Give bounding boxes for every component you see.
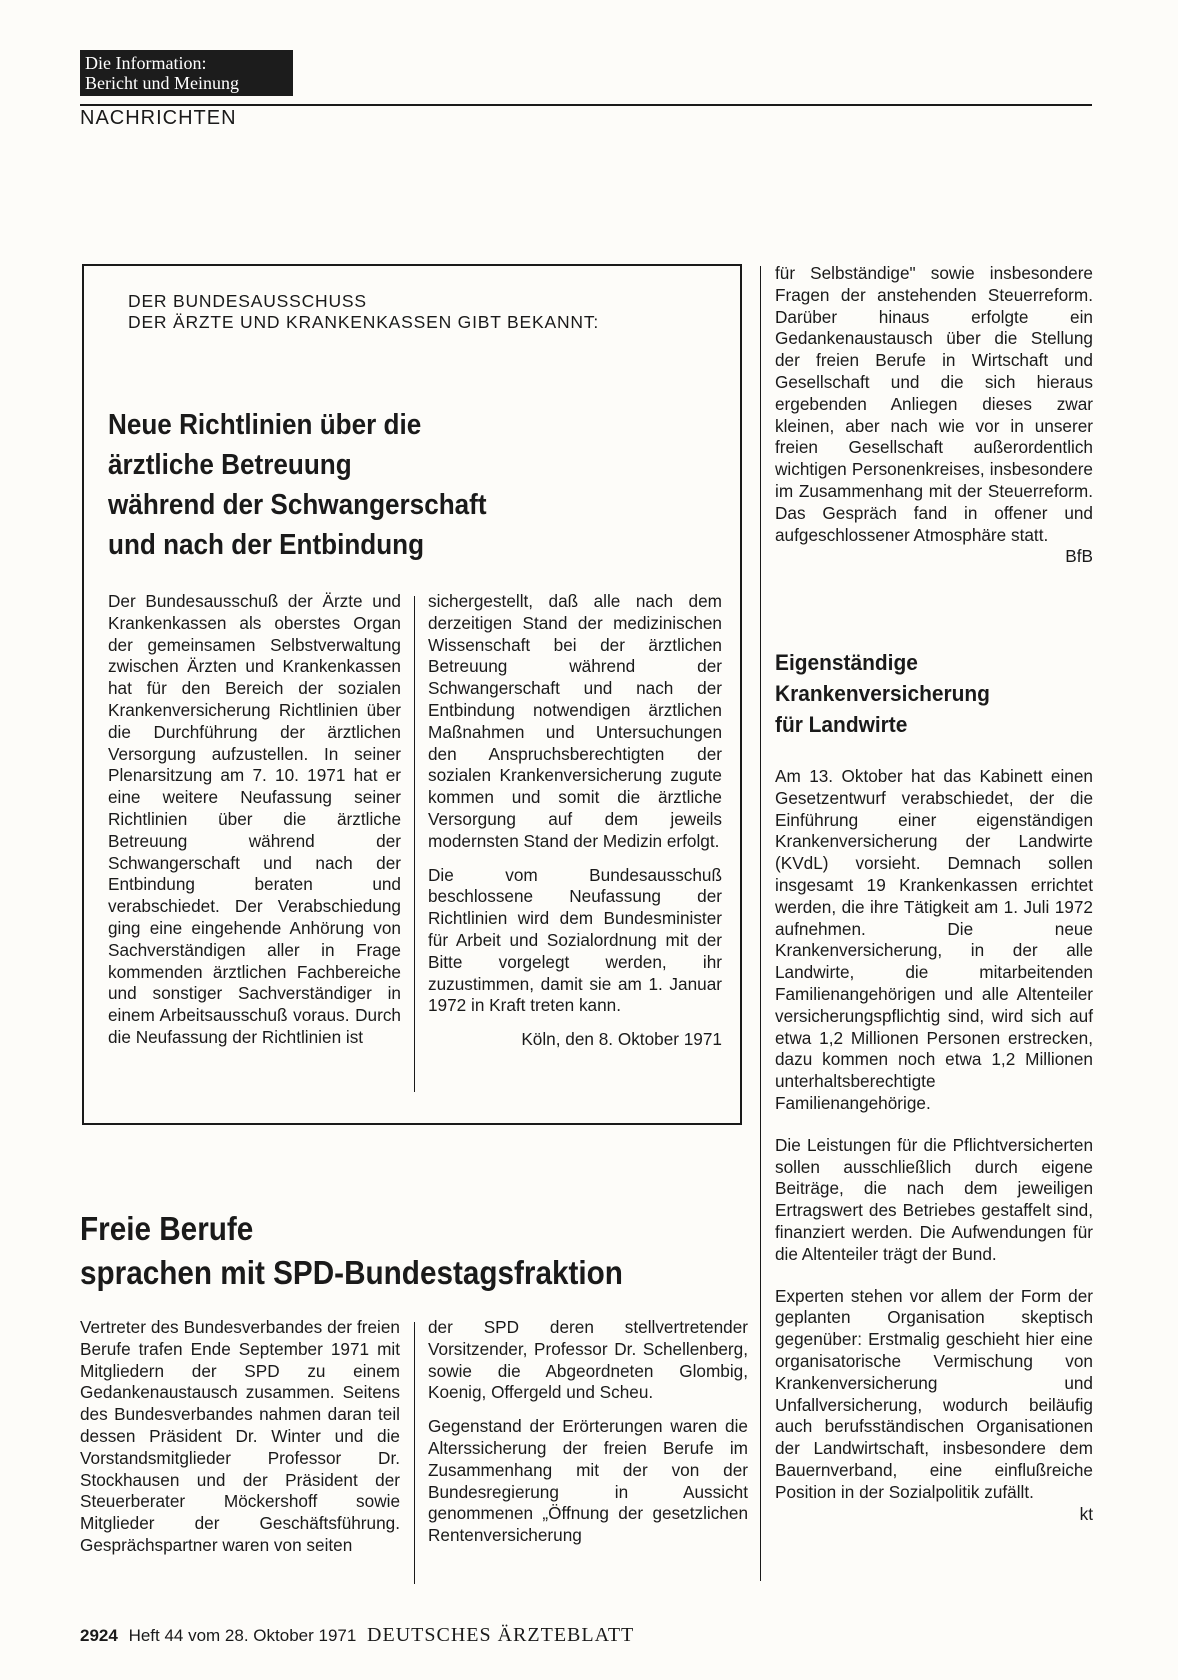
headline-line: und nach der Entbindung — [108, 529, 425, 561]
headline-line: Freie Berufe — [80, 1210, 254, 1247]
page-footer — [80, 1624, 634, 1647]
headline-line: während der Schwangerschaft — [108, 489, 487, 521]
headline-line: Eigenständige — [775, 650, 918, 675]
headline-line: Krankenversicherung — [775, 681, 990, 706]
paragraph: Die vom Bundesausschuß beschlossene Neufassung der Richtlinien wird dem Bundesminister für Arbeit und Sozialordnung mit der Bitte vorgelegt werden, ihr zuzustimmen, damit sie am 1. Januar 1972 in Kraft treten kann. — [428, 864, 722, 1016]
kicker-line-1: DER BUNDESAUSSCHUSS — [128, 291, 367, 311]
headline-line: ärztliche Betreuung — [108, 449, 352, 481]
paragraph: Experten stehen vor allem der Form der geplanten Organisation skeptisch gegenüber: Erstmalig geschieht hier eine organisatorische Vermischung von Krankenversicherung und Unfallversicherung, wodurch beiläufig auch berufsständischen Organisationen der Landwirtschaft, insbesondere dem Bauernverband, eine einflußreiche Position in der Sozialpolitik zufällt. — [775, 1285, 1093, 1502]
paragraph: der SPD deren stellvertretender Vorsitzender, Professor Dr. Schellenberg, sowie die Abgeordneten Glombig, Koenig, Offergeld und Scheu. — [428, 1317, 748, 1403]
kicker-line-2: DER ÄRZTE UND KRANKENKASSEN GIBT BEKANNT: — [128, 312, 600, 332]
article2-headline — [80, 1207, 692, 1295]
page-number: 2924 — [80, 1626, 118, 1645]
header-rule — [80, 104, 1092, 106]
column-divider — [414, 596, 415, 1092]
column-divider — [414, 1322, 415, 1584]
signature: BfB — [1065, 546, 1093, 567]
badge-line-1: Die Information: — [85, 53, 207, 73]
headline-line: sprachen mit SPD-Bundestagsfraktion — [80, 1254, 623, 1291]
article3-body — [775, 766, 1093, 1525]
paragraph: Die Leistungen für die Pflichtversicherten sollen ausschließlich durch eigene Beiträge, die nach dem jeweiligen Ertragswert des Betriebes gestaffelt sind, finanziert werden. Die Aufwendungen für die Altenteiler trägt der Bund. — [775, 1134, 1093, 1264]
article1-column-2 — [428, 591, 722, 1051]
section-badge — [80, 50, 293, 96]
signature: kt — [1079, 1503, 1093, 1524]
article2-column-2 — [428, 1317, 748, 1559]
issue-info: Heft 44 vom 28. Oktober 1971 — [128, 1626, 357, 1645]
badge-line-2: Bericht und Meinung — [85, 73, 239, 93]
dateline: Köln, den 8. Oktober 1971 — [521, 1029, 722, 1050]
article1-headline — [108, 405, 630, 565]
article2-column-3 — [775, 263, 1093, 568]
paragraph: sichergestellt, daß alle nach dem derzeitigen Stand der medizinischen Wissenschaft bei der ärztlichen Betreuung während der Schwangerschaft und nach der Entbindung notwendigen ärztlichen Maßnahmen und Untersuchungen den Anspruchsberechtigten der sozialen Krankenversicherung zugute kommen und somit die ärztliche Versorgung auf dem jeweils modernsten Stand der Medizin erfolgt. — [428, 591, 722, 851]
column-divider — [760, 266, 761, 1581]
article2-column-1 — [80, 1317, 400, 1569]
announcement-kicker — [128, 291, 599, 333]
paragraph: Am 13. Oktober hat das Kabinett einen Gesetzentwurf verabschiedet, der die Einführung einer eigenständigen Krankenversicherung der Landwirte (KVdL) vorsieht. Demnach sollen insgesamt 19 Krankenkassen errichtet werden, die ihre Tätigkeit am 1. Juli 1972 aufnehmen. Die neue Krankenversicherung, in der alle Landwirte, die mitarbeitenden Familienangehörigen und alle Altenteiler versicherungspflichtig sind, wird sich auf etwa 1,2 Millionen Personen erstrecken, dazu kommen noch etwa 1,2 Millionen unterhaltsberechtigte Familienangehörige. — [775, 766, 1093, 1113]
paragraph: Vertreter des Bundesverbandes der freien Berufe trafen Ende September 1971 mit Mitgliedern der SPD zu einem Gedankenaustausch zusammen. Seitens des Bundesverbandes nahmen daran teil dessen Präsident Dr. Winter und die Vorstandsmitglieder Professor Dr. Stockhausen und der Präsident der Steuerberater Möckershoff sowie Mitglieder der Geschäftsführung. Gesprächspartner waren von seiten — [80, 1317, 400, 1555]
headline-line: für Landwirte — [775, 712, 908, 737]
article3-headline — [775, 647, 1060, 740]
paragraph: Gegenstand der Erörterungen waren die Alterssicherung der freien Berufe im Zusammenhang mit der von der Bundesregierung in Aussicht genommenen „Öffnung der gesetzlichen Rentenversicherung — [428, 1416, 748, 1546]
paragraph: Der Bundesausschuß der Ärzte und Krankenkassen als oberstes Organ der gemeinsamen Selbstverwaltung zwischen Ärzten und Krankenkassen hat für den Bereich der sozialen Krankenversicherung Richtlinien über die Durchführung der ärztlichen Versorgung aufzustellen. In seiner Plenarsitzung am 7. 10. 1971 hat er eine weitere Neufassung seiner Richtlinien über die ärztliche Betreuung während der Schwangerschaft und nach der Entbindung beraten und verabschiedet. Der Verabschiedung ging eine eingehende Anhörung von Sachverständigen aller in Frage kommenden ärztlichen Fachbereiche und sonstiger Sachverständiger in einem Arbeitsausschuß voraus. Durch die Neufassung der Richtlinien ist — [108, 591, 401, 1047]
magazine-title: DEUTSCHES ÄRZTEBLATT — [367, 1624, 635, 1646]
section-label: NACHRICHTEN — [80, 107, 237, 129]
headline-line: Neue Richtlinien über die — [108, 409, 422, 441]
paragraph: für Selbständige" sowie insbesondere Fragen der anstehenden Steuerreform. Darüber hinaus erfolgte ein Gedankenaustausch über die Stellung der freien Berufe in Wirtschaft und Gesellschaft und die sich hieraus ergebenden Anliegen dieses zwar kleinen, aber nach wie vor in unserer freien Gesellschaft außerordentlich wichtigen Personenkreises, insbesondere im Zusammenhang mit der Steuerreform. Das Gespräch fand in offener und aufgeschlossener Atmosphäre statt. — [775, 263, 1093, 545]
article1-column-1 — [108, 591, 401, 1061]
